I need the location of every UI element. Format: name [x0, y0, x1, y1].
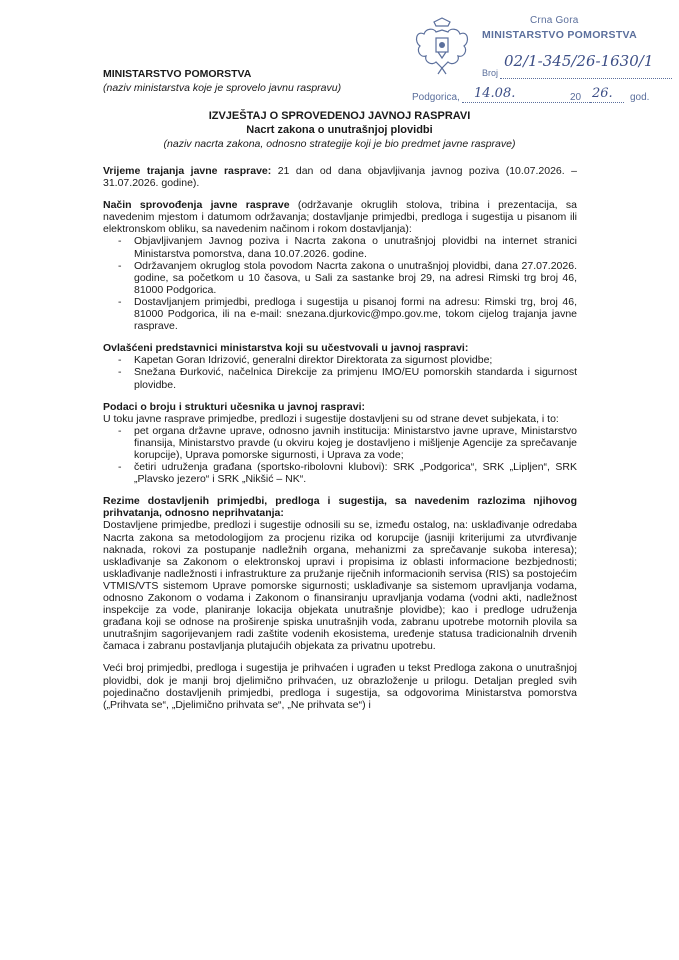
summary-label: Rezime dostavljenih primjedbi, predloga i sugestija, sa navedenim razlozima njihovog prihvatanja, odnosno neprihvatanja: [103, 495, 577, 520]
stamp-date-row [412, 86, 674, 106]
participants-list [103, 425, 577, 485]
method-paragraph [103, 199, 577, 235]
list-item: - Dostavljanjem primjedbi, predloga i sugestija u pisanoj formi na adresu: Rimski trg, broj 46, 81000 Podgorica, ili na e-mail: snezana.djurkovic@mpo.gov.me, tokom cijelog trajanja javne rasprave. [103, 296, 577, 332]
montenegro-coat-of-arms-icon [412, 16, 472, 78]
section-representatives [103, 342, 577, 390]
document-subtitle-note: (naziv nacrta zakona, odnosno strategije koji je bio predmet javne rasprave) [163, 138, 516, 150]
list-item: - Snežana Đurković, načelnica Direkcije za primjenu IMO/EU pomorskih standarda i sigurnost plovidbe. [103, 366, 577, 390]
duration-paragraph [103, 165, 577, 189]
list-item: - četiri udruženja građana (sportsko-ribolovni klubovi): SRK „Podgorica“, SRK „Lipljen“, SRK „Plavsko jezero“ i SRK „Nikšić – NK“. [103, 461, 577, 485]
stamp-number-line [500, 78, 672, 79]
stamp-number-label: Broj [482, 68, 499, 78]
duration-text: 21 dan od dana objavljivanja javnog poziva (10.07.2026. – 31.07.2026. godine). [103, 165, 577, 190]
section-duration [103, 165, 577, 189]
stamp-date-value: 14.08. [474, 86, 516, 101]
section-method [103, 199, 577, 332]
stamp-place: Podgorica, [412, 92, 460, 103]
summary-text: Dostavljene primjedbe, predlozi i sugestije odnosili su se, između ostalog, na: usklađivanje odredaba Nacrta zakona sa metodologijom za procjenu rizika od korupcije (jasniji kriterijumi za utvrđivanje naknada, rokovi za postupanje nadležnih organa, mehanizmi za sprečavanje sukoba interesa); usklađivanje sa Zakonom o elektronskoj upravi i propisima iz oblasti informacione bezbjednosti; usklađivanje nadležnosti i infrastrukture za pružanje riječnih informacionih servisa (RIS) sa postojećim VTMIS/VTS sistemom Uprave pomorske sigurnosti; usklađivanje sa sistemom upravljanja vodama, odnosno Zakonom o vodama i Zakonom o finansiranju upravljanja vodama (vodni akti, nadležnost inspekcije za vode, planiranje lokacija objekata unutrašnje plovidbe); kao i predloge udruženja građana koji se odnose na proširenje spiska unutrašnjih voda, zabranu upotrebe motornih plovila sa unutrašnjim sagorijevanjem radi zaštite vodenih ekosistema, uređenje statusa tradicionalnih drvenih čamaca i zabranu postavljanja plutajućih objekata za privatnu upotrebu. [103, 519, 577, 653]
stamp-year-value: 26. [592, 86, 613, 101]
method-label: Način sprovođenja javne rasprave [103, 199, 290, 212]
document-title: IZVJEŠTAJ O SPROVEDENOJ JAVNOJ RASPRAVI [208, 110, 471, 122]
list-item: - Kapetan Goran Idrizović, generalni direktor Direktorata za sigurnost plovidbe; [103, 354, 577, 366]
section-summary [103, 495, 577, 652]
summary-text-continued: Veći broj primjedbi, predloga i sugestija je prihvaćen i ugrađen u tekst Predloga zakona o unutrašnjoj plovidbi, dok je manji broj djelimično prihvaćen, uz obrazloženje u prilogu. Detaljan pregled svih pojedinačno dostavljenih primjedbi, predloga i sugestija, sa odgovorima Ministarstva pomorstva („Prihvata se“, „Djelimično prihvata se“, „Ne prihvata se“) i [103, 662, 577, 711]
document-subtitle: Nacrt zakona o unutrašnjoj plovidbi [246, 124, 433, 136]
participants-label: Podaci o broju i strukturi učesnika u javnoj raspravi: [103, 400, 365, 413]
ministry-note: (naziv ministarstva koje je sprovelo javnu raspravu) [103, 82, 342, 94]
stamp-year-line [590, 102, 624, 103]
representatives-list [103, 354, 577, 390]
representatives-label: Ovlašćeni predstavnici ministarstva koji su učestvovali u javnoj raspravi: [103, 342, 469, 355]
stamp-ministry: MINISTARSTVO POMORSTVA [482, 29, 637, 41]
stamp-country: Crna Gora [530, 15, 579, 26]
document-body [103, 165, 577, 711]
list-item: - pet organa državne uprave, odnosno javnih institucija: Ministarstvo javne uprave, Ministarstvo finansija, Ministarstvo pravde (u okviru kojeg je dostavljeno i mišljenje Agencije za sprečavanje korupcije), Uprava pomorske sigurnosti, i Uprava za vode; [103, 425, 577, 461]
stamp-year-prefix: 20 [570, 92, 582, 103]
participants-text: U toku javne rasprave primjedbe, predlozi i sugestije dostavljeni su od strane devet subjekata, i to: [103, 412, 559, 425]
list-item: - Objavljivanjem Javnog poziva i Nacrta zakona o unutrašnjoj plovidbi na internet stranici Ministarstva pomorstva, dana 10.07.2026. godine. [103, 235, 577, 259]
section-participants [103, 401, 577, 486]
duration-label: Vrijeme trajanja javne rasprave: [103, 165, 272, 177]
method-list [103, 235, 577, 332]
list-item: - Održavanjem okruglog stola povodom Nacrta zakona o unutrašnjoj plovidbi, dana 27.07.2026. godine, sa početkom u 10 časova, u Sali za sastanke broj 29, na adresi Rimski trg broj 46, 81000 Podgorica. [103, 260, 577, 296]
stamp-number-value: 02/1-345/26-1630/1 [504, 52, 654, 70]
stamp-year-suffix: god. [630, 92, 650, 103]
method-text: (održavanje okruglih stolova, tribina i prezentacija, sa navedenim mjestom i datumom održavanja; dostavljanje primjedbi, predloga i sugestija u pisanom ili elektronskom obliku, sa navedenim načinom i rokom dostavljanja): [103, 199, 577, 236]
ministry-name: MINISTARSTVO POMORSTVA [103, 68, 252, 80]
